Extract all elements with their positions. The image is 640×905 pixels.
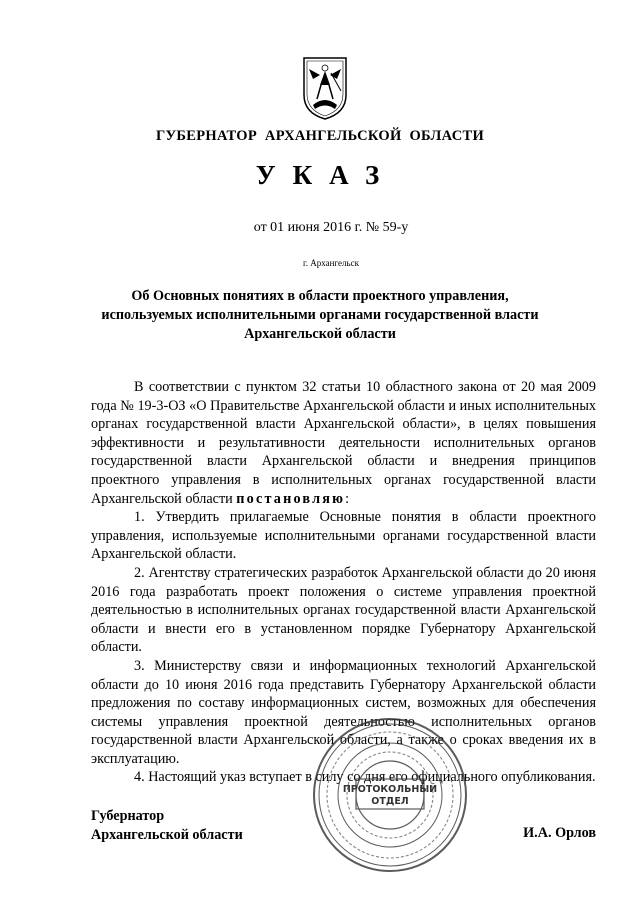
decree-item-1: 1. Утвердить прилагаемые Основные понятия в области проектного управления, используемые исполнительными органами государственной власти Архангельской области. [91,509,596,563]
decree-item-3: 3. Министерству связи и информационных технологий Архангельской области до 10 июня 2016 года представить Губернатору Архангельской области предложения по составу информационных систем, возможных для обеспечения системы управления проектной деятельностью исполнительных органов государственной власти Архангельской области, а также о сроках введения их в эксплуатацию. [91,657,596,767]
decree-subject [90,287,550,344]
subject-line: Архангельской области [244,326,396,342]
stamp-text-line: ОТДЕЛ [371,796,409,807]
position-line: Архангельской области [91,826,243,843]
position-line: Губернатор [91,808,165,824]
signatory-name: И.А. Орлов [523,825,596,841]
decree-item-4: 4. Настоящий указ вступает в силу со дня его официального опубликования. [134,769,596,786]
stamp-text-line: ПРОТОКОЛЬНЫЙ [342,784,438,795]
official-stamp [310,715,470,875]
decree-date-number: от 01 июня 2016 г. № 59-у [253,220,409,235]
coat-of-arms-emblem [301,55,349,121]
decree-place: г. Архангельск [303,258,359,268]
preamble-text: В соответствии с пунктом 32 статьи 10 областного закона от 20 мая 2009 года № 19-3-ОЗ «О Правительстве Архангельской области и иных исполнительных органах государственной власти Архангельской области», в целях повышения эффективности и результативности деятельности исполнительных органов государственной власти Архангельской области и внедрения принципов проектного управления в исполнительных органах государственной власти Архангельской области [91,379,596,507]
decree-item-2: 2. Агентству стратегических разработок Архангельской области до 20 июня 2016 года разработать проект положения о системе управления проектной деятельностью в исполнительных органах государственной власти Архангельской области и внести его в установленном порядке Губернатору Архангельской области. [91,564,596,656]
signatory-position [91,807,243,844]
resolve-colon: : [345,490,350,507]
issuing-authority: ГУБЕРНАТОР АРХАНГЕЛЬСКОЙ ОБЛАСТИ [155,128,485,144]
resolve-word: постановляю [236,490,346,507]
subject-line: используемых исполнительными органами государственной власти [101,307,539,323]
subject-line: Об Основных понятиях в области проектного управления, [131,288,509,304]
preamble-paragraph [91,378,596,508]
document-type-title: УКАЗ [255,160,397,190]
